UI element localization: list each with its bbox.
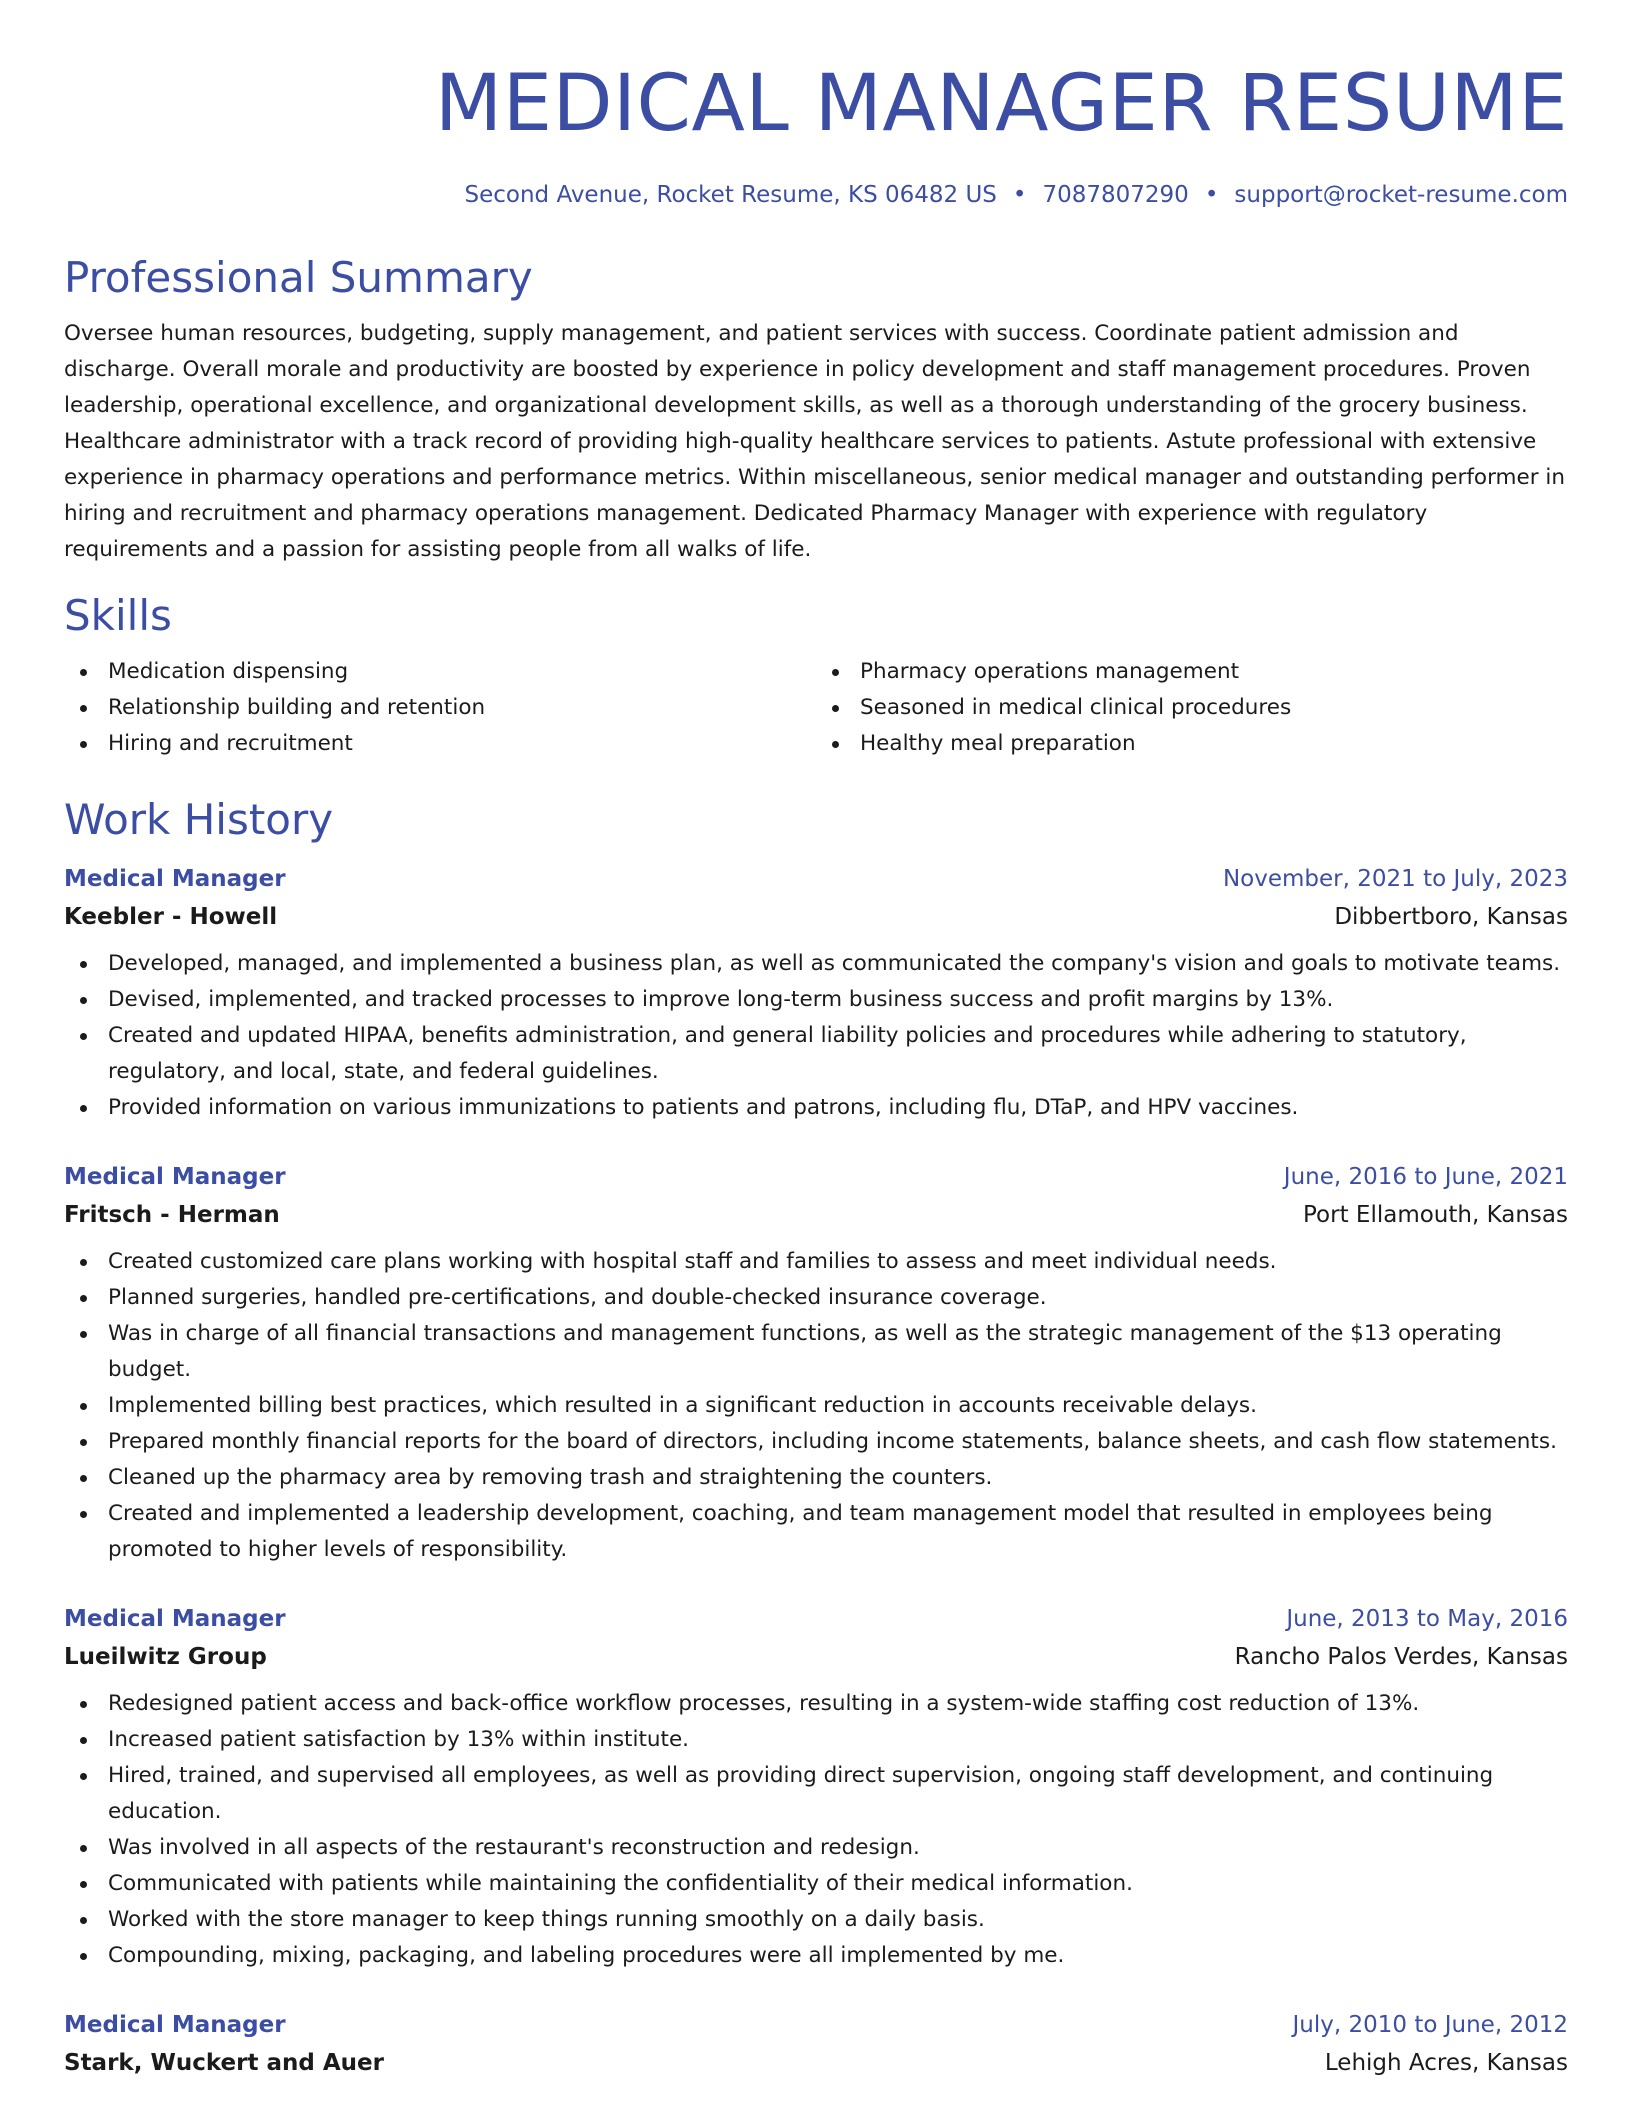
job-bullets — [64, 946, 1568, 1126]
job-dates: June, 2013 to May, 2016 — [1286, 1606, 1568, 1632]
job-company: Fritsch - Herman — [64, 1202, 280, 1228]
job-company: Keebler - Howell — [64, 904, 278, 930]
contact-address: Second Avenue, Rocket Resume, KS 06482 US — [464, 182, 997, 208]
contact-phone: 7087807290 — [1042, 182, 1189, 208]
resume-name: MEDICAL MANAGER RESUME — [434, 59, 1568, 149]
contact-separator: • — [1012, 182, 1027, 208]
job-company-row — [64, 2044, 1568, 2082]
skills-heading: Skills — [64, 591, 172, 640]
job-company: Stark, Wuckert and Auer — [64, 2050, 384, 2076]
summary-text: Oversee human resources, budgeting, supply management, and patient services with success. Coordinate patient admission and discharge. Overall morale and productivity are boosted by experience in policy development and staff management procedures. Proven leadership, operational excellence, and organizational development skills, as well as a thorough understanding of the grocery business. Healthcare administrator with a track record of providing high-quality healthcare services to patients. Astute professional with extensive experience in pharmacy operations and performance metrics. Within miscellaneous, senior medical manager and outstanding performer in hiring and recruitment and pharmacy operations management. Dedicated Pharmacy Manager with experience with regulatory requirements and a passion for assisting people from all walks of life. — [64, 321, 1565, 562]
job-bullet: Created customized care plans working with hospital staff and families to assess and meet individual needs. — [64, 1244, 1568, 1280]
job-company: Lueilwitz Group — [64, 1644, 267, 1670]
skill-item: Seasoned in medical clinical procedures — [816, 690, 1568, 726]
job-bullet: Created and implemented a leadership development, coaching, and team management model that resulted in employees being promoted to higher levels of responsibility. — [64, 1496, 1568, 1568]
job-company-row — [64, 898, 1568, 936]
skill-item: Pharmacy operations management — [816, 654, 1568, 690]
job-entry — [64, 1600, 1568, 1974]
job-bullet: Was in charge of all financial transactions and management functions, as well as the strategic management of the $13 operating budget. — [64, 1316, 1568, 1388]
job-bullet: Developed, managed, and implemented a business plan, as well as communicated the company's vision and goals to motivate teams. — [64, 946, 1568, 982]
job-dates: November, 2021 to July, 2023 — [1222, 866, 1568, 892]
job-title-row — [64, 860, 1568, 898]
job-entry — [64, 1158, 1568, 1568]
job-bullet: Created and updated HIPAA, benefits administration, and general liability policies and procedures while adhering to statutory, regulatory, and local, state, and federal guidelines. — [64, 1018, 1568, 1090]
resume-header — [64, 56, 1568, 210]
contact-email: support@rocket-resume.com — [1234, 182, 1568, 208]
skill-item: Medication dispensing — [64, 654, 816, 690]
job-company-row — [64, 1638, 1568, 1676]
job-dates: July, 2010 to June, 2012 — [1292, 2012, 1568, 2038]
job-bullet: Provided information on various immunizations to patients and patrons, including flu, DTaP, and HPV vaccines. — [64, 1090, 1568, 1126]
job-location: Lehigh Acres, Kansas — [1324, 2050, 1568, 2076]
skills-column-left — [64, 654, 816, 762]
job-title: Medical Manager — [64, 2012, 286, 2038]
contact-line — [64, 180, 1568, 210]
job-location: Rancho Palos Verdes, Kansas — [1234, 1644, 1568, 1670]
job-title-row — [64, 1158, 1568, 1196]
job-bullets — [64, 1686, 1568, 1974]
skill-item: Relationship building and retention — [64, 690, 816, 726]
job-bullet: Increased patient satisfaction by 13% within institute. — [64, 1722, 1568, 1758]
job-bullet: Prepared monthly financial reports for the board of directors, including income statements, balance sheets, and cash flow statements. — [64, 1424, 1568, 1460]
job-bullet: Devised, implemented, and tracked processes to improve long-term business success and profit margins by 13%. — [64, 982, 1568, 1018]
job-bullets — [64, 1244, 1568, 1568]
job-bullet: Communicated with patients while maintaining the confidentiality of their medical information. — [64, 1866, 1568, 1902]
job-title: Medical Manager — [64, 1164, 286, 1190]
job-entry — [64, 2006, 1568, 2082]
job-title-row — [64, 1600, 1568, 1638]
job-title: Medical Manager — [64, 1606, 286, 1632]
skills-column-right — [816, 654, 1568, 762]
job-bullet: Was involved in all aspects of the restaurant's reconstruction and redesign. — [64, 1830, 1568, 1866]
contact-separator: • — [1204, 182, 1219, 208]
job-bullet: Cleaned up the pharmacy area by removing trash and straightening the counters. — [64, 1460, 1568, 1496]
skill-item: Hiring and recruitment — [64, 726, 816, 762]
job-bullet: Hired, trained, and supervised all employees, as well as providing direct supervision, ongoing staff development, and continuing education. — [64, 1758, 1568, 1830]
job-title-row — [64, 2006, 1568, 2044]
job-title: Medical Manager — [64, 866, 286, 892]
work-history-heading: Work History — [64, 795, 334, 844]
job-location: Dibbertboro, Kansas — [1334, 904, 1568, 930]
job-bullet: Compounding, mixing, packaging, and labeling procedures were all implemented by me. — [64, 1938, 1568, 1974]
job-bullet: Worked with the store manager to keep things running smoothly on a daily basis. — [64, 1902, 1568, 1938]
job-bullet: Redesigned patient access and back-office workflow processes, resulting in a system-wide staffing cost reduction of 13%. — [64, 1686, 1568, 1722]
skills-list — [64, 654, 1568, 762]
job-bullet: Planned surgeries, handled pre-certifications, and double-checked insurance coverage. — [64, 1280, 1568, 1316]
job-dates: June, 2016 to June, 2021 — [1283, 1164, 1568, 1190]
job-company-row — [64, 1196, 1568, 1234]
job-entry — [64, 860, 1568, 1126]
summary-heading: Professional Summary — [64, 253, 533, 302]
job-location: Port Ellamouth, Kansas — [1303, 1202, 1568, 1228]
job-bullet: Implemented billing best practices, which resulted in a significant reduction in accounts receivable delays. — [64, 1388, 1568, 1424]
skill-item: Healthy meal preparation — [816, 726, 1568, 762]
